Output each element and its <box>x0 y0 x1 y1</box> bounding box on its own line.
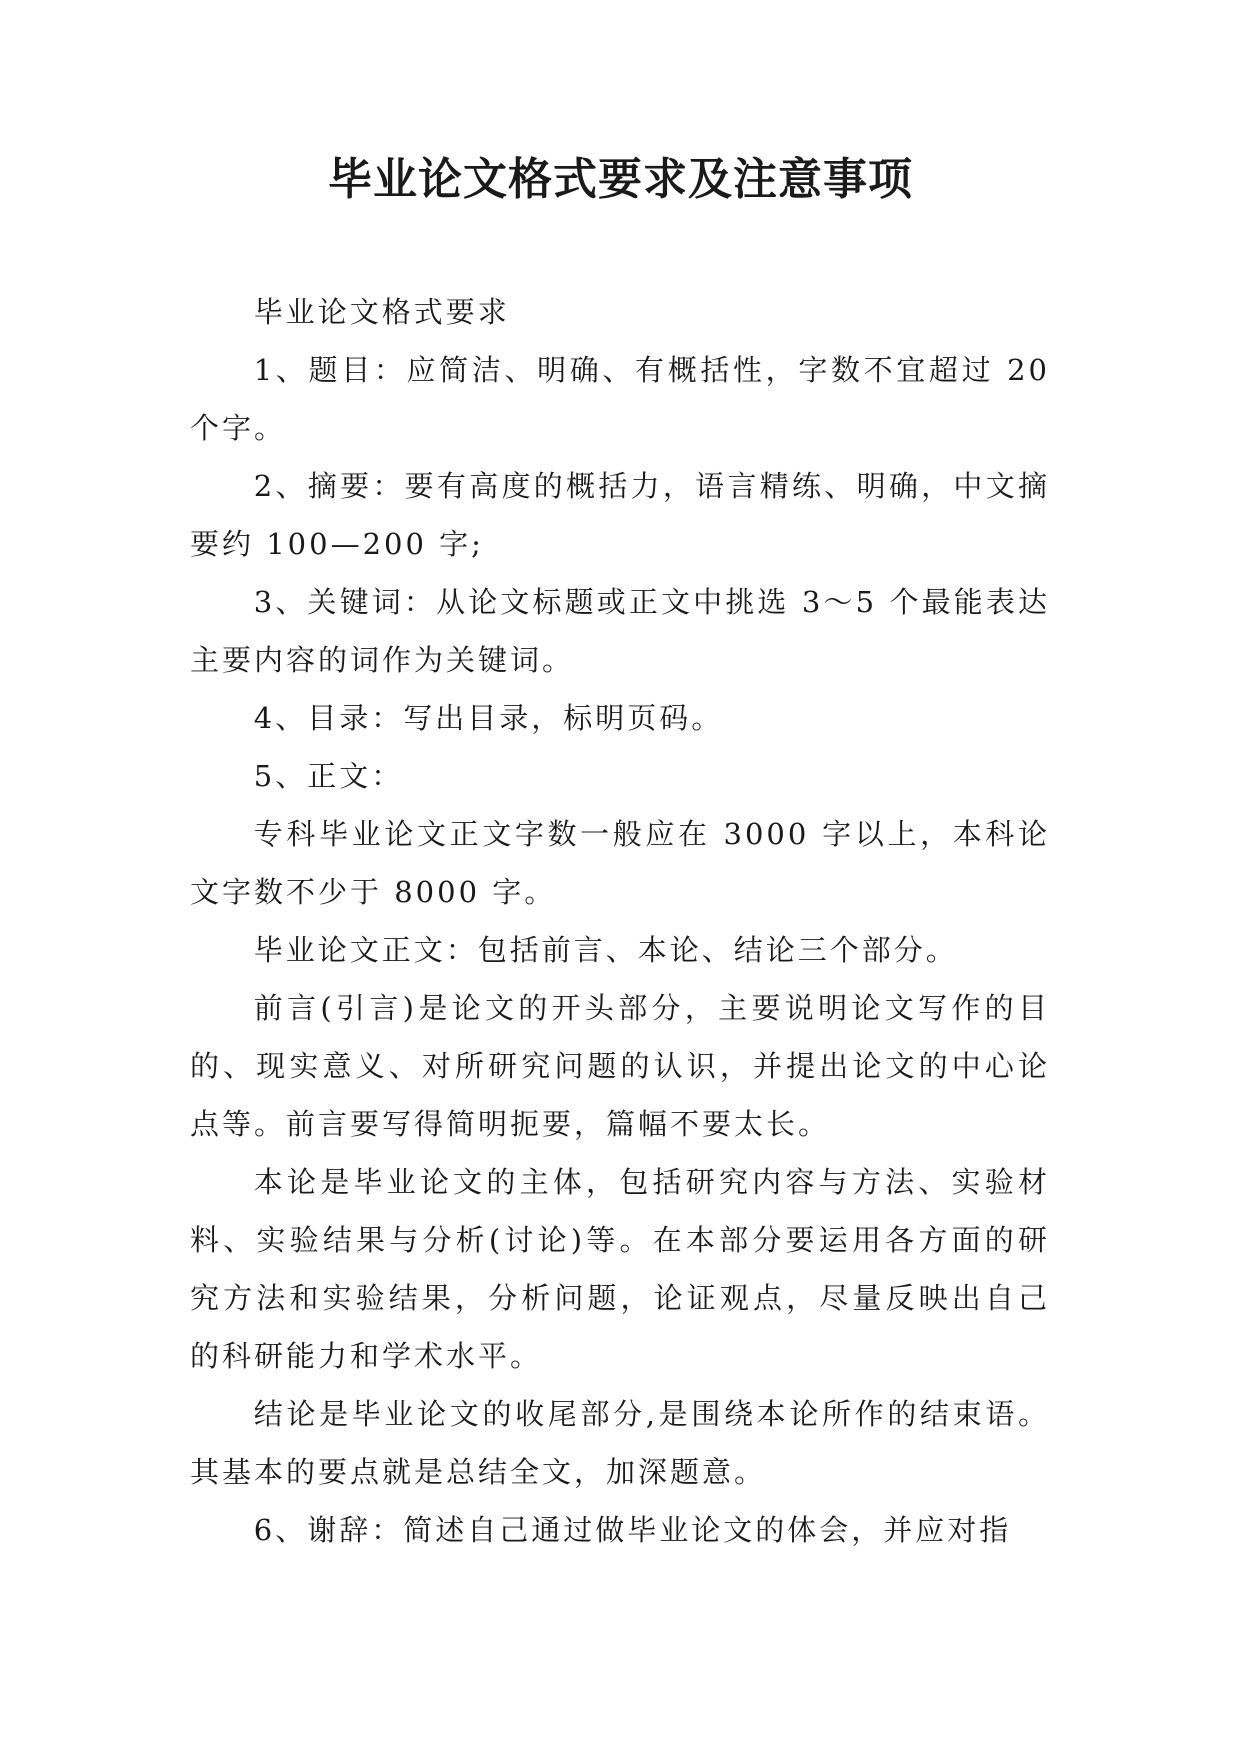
paragraph-section-heading: 毕业论文格式要求 <box>253 295 510 329</box>
paragraph-main-text-heading: 5、正文： <box>253 759 404 793</box>
paragraph-conclusion: 结论是毕业论文的收尾部分,是围绕本论所作的结束语。其基本的要点就是总结全文，加深题意。 <box>190 1397 1050 1489</box>
paragraph-toc-rule: 4、目录：写出目录，标明页码。 <box>253 701 724 735</box>
paragraph-word-count: 专科毕业论文正文字数一般应在 3000 字以上，本科论文字数不少于 8000 字。 <box>190 817 1050 909</box>
paragraph-introduction: 前言(引言)是论文的开头部分，主要说明论文写作的目的、现实意义、对所研究问题的认识，并提出论文的中心论点等。前言要写得简明扼要，篇幅不要太长。 <box>190 991 1050 1141</box>
paragraph-main-text-parts: 毕业论文正文：包括前言、本论、结论三个部分。 <box>253 933 958 967</box>
paragraph-abstract-rule: 2、摘要：要有高度的概括力，语言精练、明确，中文摘要约 100—200 字; <box>190 469 1050 561</box>
paragraph-keywords-rule: 3、关键词：从论文标题或正文中挑选 3～5 个最能表达主要内容的词作为关键词。 <box>190 585 1050 677</box>
document-body <box>190 283 1050 1559</box>
document-title: 毕业论文格式要求及注意事项 <box>328 154 913 205</box>
paragraph-acknowledgement: 6、谢辞：简述自己通过做毕业论文的体会，并应对指 <box>253 1513 1012 1547</box>
paragraph-title-rule: 1、题目：应简洁、明确、有概括性，字数不宜超过 20 个字。 <box>190 353 1050 445</box>
paragraph-body-section: 本论是毕业论文的主体，包括研究内容与方法、实验材料、实验结果与分析(讨论)等。在本部分要运用各方面的研究方法和实验结果，分析问题，论证观点，尽量反映出自己的科研能力和学术水平。 <box>190 1165 1050 1373</box>
